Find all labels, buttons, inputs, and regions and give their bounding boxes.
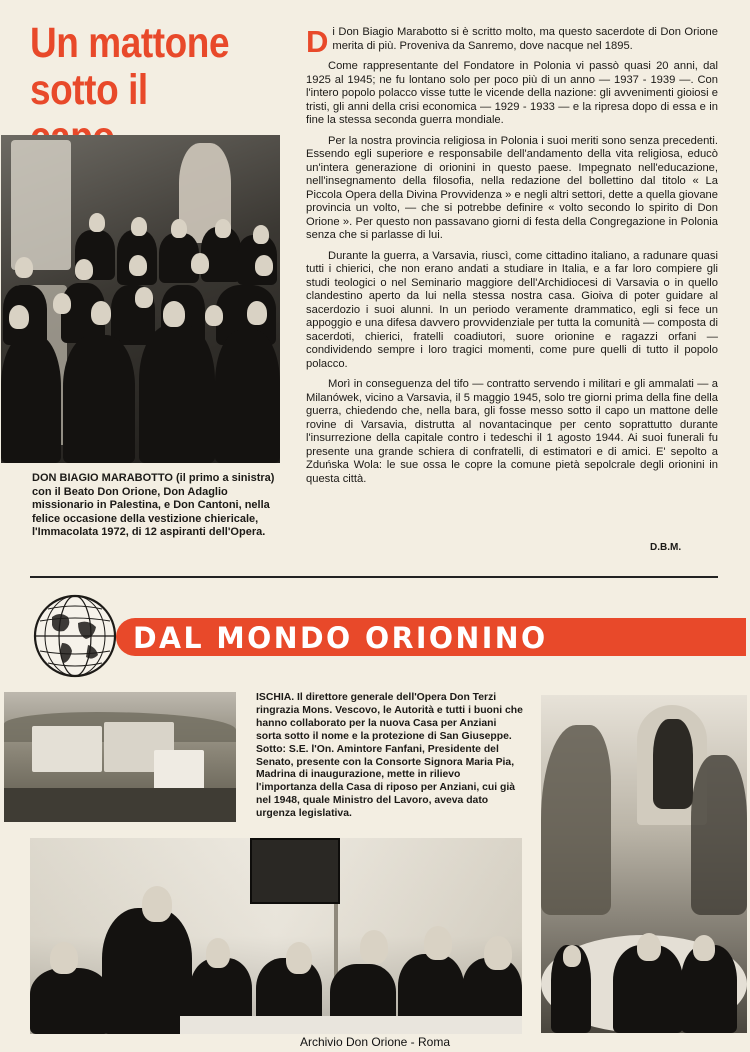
article-paragraph: Morì in conseguenza del tifo — contratto servendo i militari e gli ammalati — a Milanówek, vicino a Varsavia, il 5 maggio 1945, solo tre giorni prima della fine della guerra, chiedendo che, nella bara, gli fosse messo sotto il capo un mattone delle rovine di Varsavia, distrutta al novantacinque per cento soprattutto durante l'insurrezione della capitale contro i tedeschi il 1 agosto 1944. Ai suoi funerali fu presente una grande schiera di confratelli, di estimatori e di amici. E' sepolto a Zduńska Wola: le sue ossa le copre la comune pietà sepolcrale degli orionini in questa città. xyxy=(306,378,718,485)
group-photo xyxy=(1,135,280,463)
globe-icon xyxy=(32,593,118,679)
building-photo xyxy=(4,692,236,822)
article-paragraph: Per la nostra provincia religiosa in Polonia i suoi meriti sono senza precedenti. Essendo egli superiore e responsabile dell'andamento della vita religiosa, educò un'intera generazione di orionini in questo paese. Impegnato nell'educazione, nell'insegnamento della filosofia, nella redazione del bollettino dal titolo « La Piccola Opera della Divina Provvidenza » e negli altri settori, dette a quella giovane provincia un volto, — che si potrebbe definire « volto secondo lo spirito di Don Orione ». Per questo non passavano giorni di festa della Congregazione in Polonia senza che si parlasse di lui. xyxy=(306,134,718,241)
archive-footer: Archivio Don Orione - Roma xyxy=(299,1035,451,1049)
article-paragraph: Durante la guerra, a Varsavia, riuscì, come cittadino italiano, a radunare quasi tutti i chierici, che non erano andati a studiare in Italia, e a far loro compiere gli studi teologici o nel Seminario maggiore dell'Archidiocesi di Varsavia o in quello clandestino aperto da lui nella stessa nostra casa. Gioiva di poter guidare al sacerdozio i suoi alunni. In un periodo veramente drammatico, egli si fece un appoggio e una difesa davvero provvidenziale per tutta la comunità — composta di sacerdoti, chierici, fratelli coadiutori, suore orionine e ragazzi orfani — condividendo sempre i loro tragici momenti, come pure quelli di tutto il popolo polacco. xyxy=(306,249,718,370)
article-signoff: D.B.M. xyxy=(650,542,682,553)
section-divider xyxy=(30,576,718,578)
news-ischia: ISCHIA. Il direttore generale dell'Opera Don Terzi ringrazia Mons. Vescovo, le Autorità e tutti i buoni che hanno collaborato per la nuova Casa per Anziani sorta sotto il nome e la protezione di San Giuseppe. Sotto: S.E. l'On. Amintore Fanfani, Presidente del Senato, presente con la Consorte Signora Maria Pia, Madrina di inaugurazione, mette in rilievo l'importanza della Casa di riposo per Anziani, cui già nel 1948, quale Ministro del Lavoro, aveva dato urgenza legislativa. xyxy=(256,692,523,820)
framed-portrait xyxy=(250,838,340,904)
section-title: DAL MONDO ORIONINO xyxy=(133,621,548,655)
article-paragraph: Di Don Biagio Marabotto si è scritto molto, ma questo sacerdote di Don Orione merita di più. Proveniva da Sanremo, dove nacque nel 1895. xyxy=(306,24,718,59)
article-headline: Un mattone sotto il xyxy=(30,19,230,114)
drop-cap: D xyxy=(306,24,329,59)
church-photo xyxy=(541,695,747,1033)
photo-caption: DON BIAGIO MARABOTTO (il primo a sinistra) con il Beato Don Orione, Don Adaglio missionario in Palestina, e Don Cantoni, nella felice occasione della vestizione chiericale, l'Immacolata 1972, di 12 aspiranti dell'Opera. xyxy=(32,472,275,539)
article-paragraph: Come rappresentante del Fondatore in Polonia vi passò quasi 20 anni, dal 1925 al 1945; ne fu lontano solo per poco più di un anno — 1937 - 1939 —. Con l'intero popolo polacco visse tutte le vicende della nazione: gli avvenimenti gioiosi e tristi, gli anni della crisi economica — 1929 - 1933 — e la ripresa dopo di essa e in fine la stessa seconda guerra mondiale. xyxy=(306,60,718,126)
article-body xyxy=(306,26,718,493)
